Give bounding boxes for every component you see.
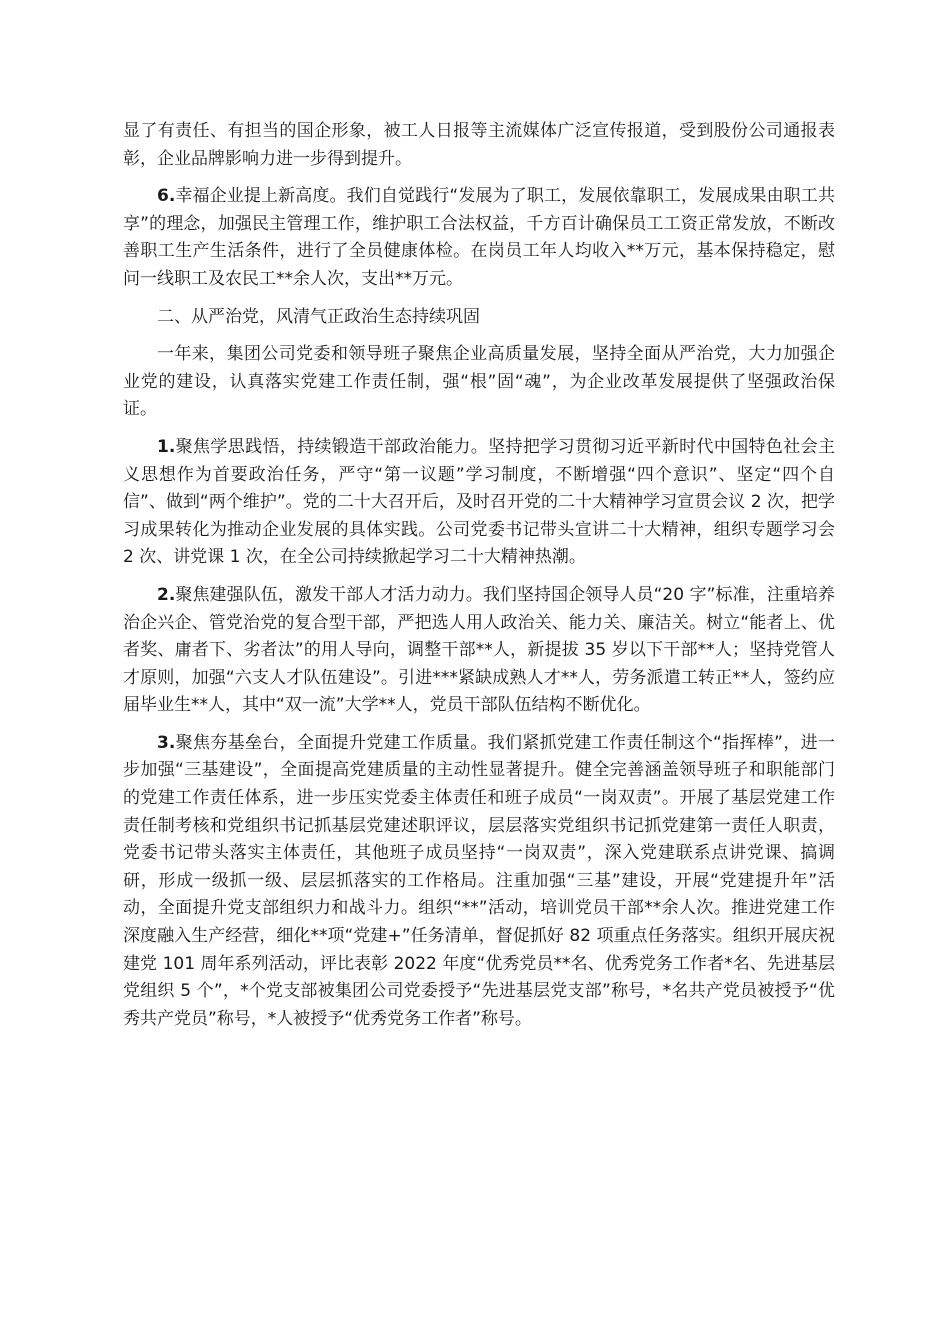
paragraph-talent-team bbox=[123, 582, 835, 720]
paragraph-happy-enterprise bbox=[123, 183, 835, 293]
paragraph-text: 聚焦夯基垒台，全面提升党建工作质量。我们紧抓党建工作责任制这个“指挥棒”，进一步加强“三基建设”，全面提高党建质量的主动性显著提升。健全完善涵盖领导班子和职能部门的党建工作责任体系，进一步压实党委主体责任和班子成员“一岗双责”。开展了基层党建工作责任制考核和党组织书记抓基层党建述职评议，层层落实党组织书记抓党建第一责任人职责，党委书记带头落实主体责任，其他班子成员坚持“一岗双责”，深入党建联系点讲党课、搞调研，形成一级抓一级、层层抓落实的工作格局。注重加强“三基”建设，开展“党建提升年”活动，全面提升党支部组织力和战斗力。组织“**”活动，培训党员干部**余人次。推进党建工作深度融入生产经营，细化**项“党建+”任务清单，督促抓好 82 项重点任务落实。组织开展庆祝建党 101 周年系列活动，评比表彰 2022 年度“优秀党员**名、优秀党务工作者*名、先进基层党组织 5 个”，*个党支部被集团公司党委授予“先进基层党支部”称号，*名共产党员被授予“优秀共产党员”称号，*人被授予“优秀党务工作者”称号。 bbox=[123, 732, 835, 1029]
paragraph-party-building bbox=[123, 730, 835, 1034]
paragraph-section-intro bbox=[123, 341, 835, 424]
paragraph-text: 显了有责任、有担当的国企形象，被工人日报等主流媒体广泛宣传报道，受到股份公司通报表彰，企业品牌影响力进一步得到提升。 bbox=[123, 121, 835, 169]
section-heading-text: 二、从严治党，风清气正政治生态持续巩固 bbox=[157, 306, 480, 327]
section-heading bbox=[123, 304, 835, 332]
document-body bbox=[123, 118, 835, 1043]
paragraph-number: 6. bbox=[157, 186, 176, 207]
paragraph-number: 2. bbox=[157, 584, 176, 605]
paragraph-number: 1. bbox=[157, 436, 176, 457]
paragraph-political-ability bbox=[123, 434, 835, 572]
paragraph-number: 3. bbox=[157, 732, 176, 753]
paragraph-text: 一年来，集团公司党委和领导班子聚焦企业高质量发展，坚持全面从严治党，大力加强企业党的建设，认真落实党建工作责任制，强“根”固“魂”，为企业改革发展提供了坚强政治保证。 bbox=[123, 344, 835, 420]
paragraph-text: 幸福企业提上新高度。我们自觉践行“发展为了职工，发展依靠职工，发展成果由职工共享”的理念，加强民主管理工作，维护职工合法权益，千方百计确保员工工资正常发放，不断改善职工生产生活条件，进行了全员健康体检。在岗员工年人均收入**万元，基本保持稳定，慰问一线职工及农民工**余人次，支出**万元。 bbox=[123, 186, 835, 289]
paragraph-continuation bbox=[123, 118, 835, 173]
paragraph-text: 聚焦建强队伍，激发干部人才活力动力。我们坚持国企领导人员“20 字”标准，注重培养治企兴企、管党治党的复合型干部，严把选人用人政治关、能力关、廉洁关。树立“能者上、优者奖、庸者下、劣者汰”的用人导向，调整干部**人，新提拔 35 岁以下干部**人；坚持党管人才原则，加强“六支人才队伍建设”。引进***紧缺成熟人才**人，劳务派遣工转正**人，签约应届毕业生**人，其中“双一流”大学**人，党员干部队伍结构不断优化。 bbox=[123, 584, 835, 716]
paragraph-text: 聚焦学思践悟，持续锻造干部政治能力。坚持把学习贯彻习近平新时代中国特色社会主义思想作为首要政治任务，严守“第一议题”学习制度，不断增强“四个意识”、坚定“四个自信”、做到“两个维护”。党的二十大召开后，及时召开党的二十大精神学习宣贯会议 2 次，把学习成果转化为推动企业发展的具体实践。公司党委书记带头宣讲二十大精神，组织专题学习会 2 次、讲党课 1 次，在全公司持续掀起学习二十大精神热潮。 bbox=[123, 436, 835, 568]
